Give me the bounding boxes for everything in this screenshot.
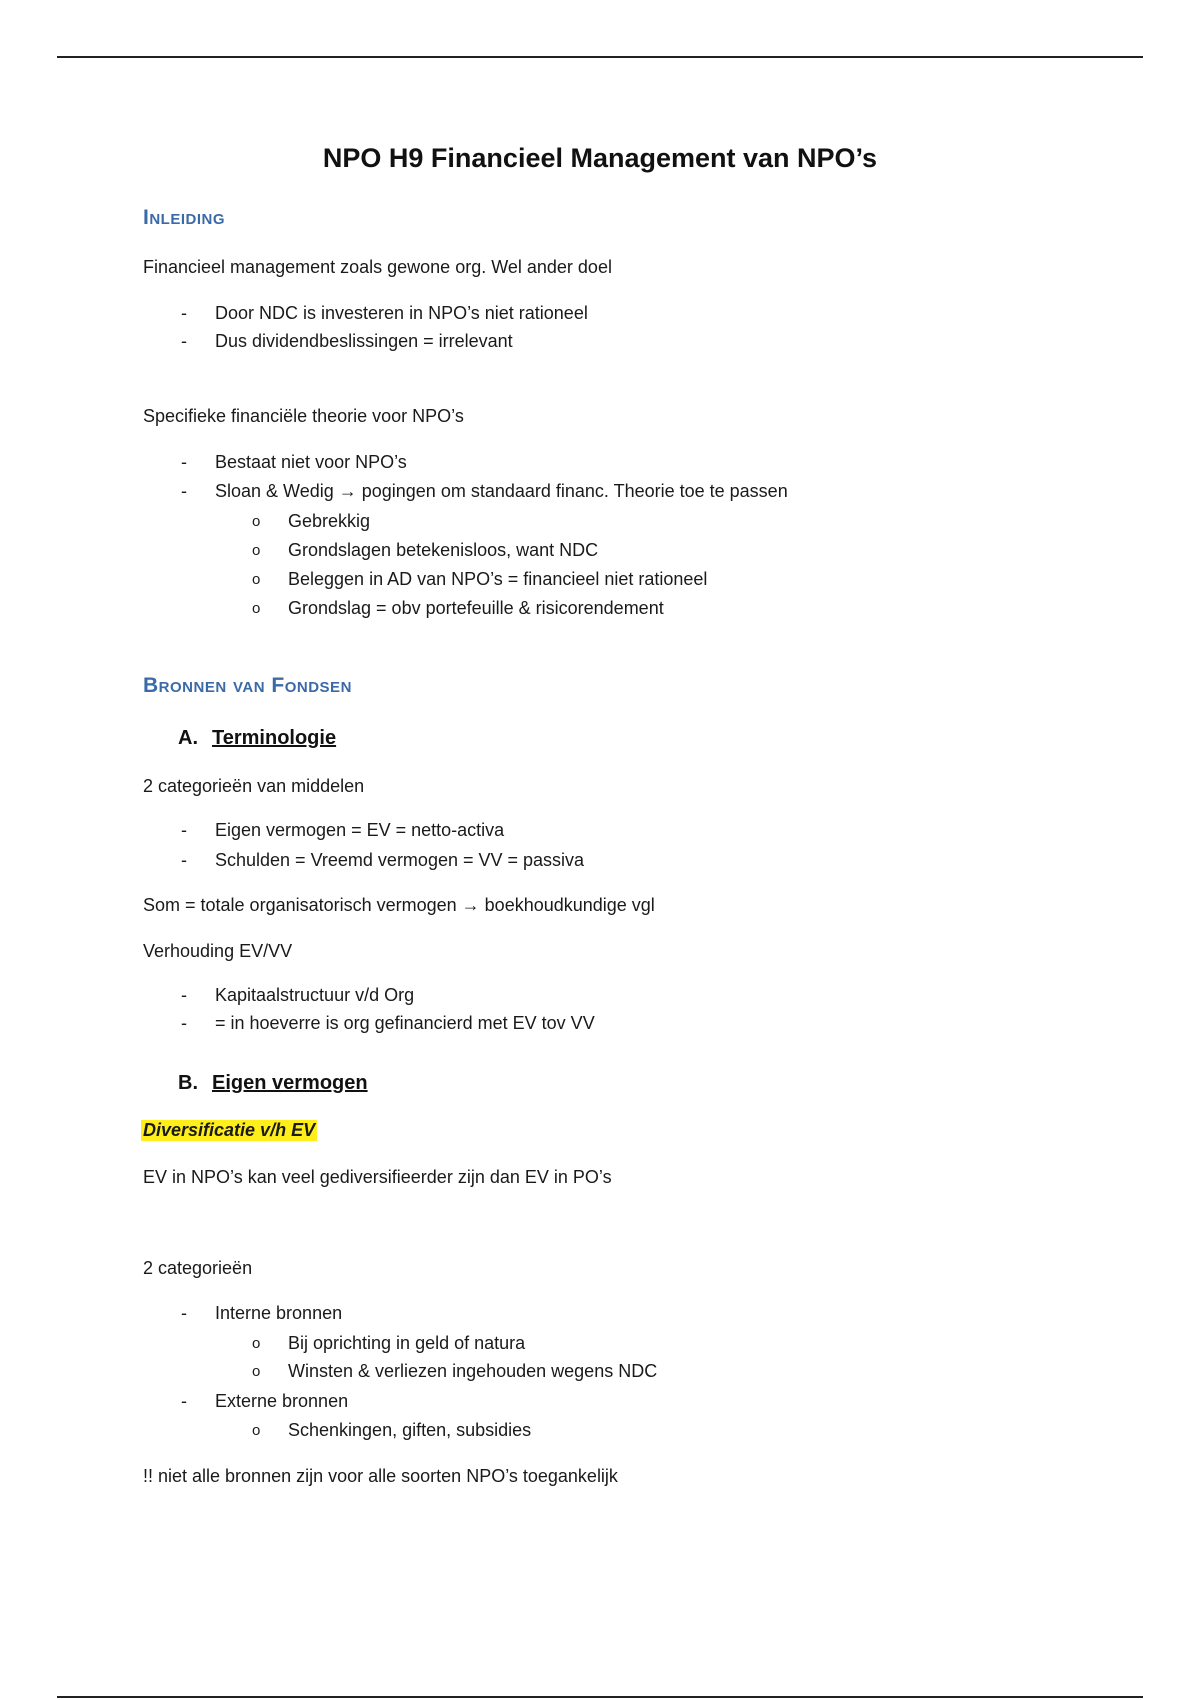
section-heading-inleiding: Inleiding [143, 206, 226, 229]
header-rule [57, 56, 1143, 58]
list-item: - Eigen vermogen = EV = netto-activa [181, 820, 505, 840]
section-heading-bronnen: Bronnen van Fondsen [143, 674, 352, 697]
paragraph: Som = totale organisatorisch vermogen → boekhoudkundige vgl [143, 895, 655, 915]
list-item: - Door NDC is investeren in NPO’s niet rationeel [181, 303, 588, 323]
subheading-terminologie: A. Terminologie [178, 727, 337, 749]
sub-list-item: o Beleggen in AD van NPO’s = financieel niet rationeel [252, 569, 708, 589]
footer-rule [57, 1696, 1143, 1698]
dash-marker: - [181, 820, 187, 840]
circle-marker: o [252, 1422, 261, 1439]
circle-marker: o [252, 542, 261, 559]
dash-marker: - [181, 481, 187, 501]
paragraph: EV in NPO’s kan veel gediversifieerder zijn dan EV in PO’s [143, 1167, 612, 1187]
dash-marker: - [181, 1013, 187, 1033]
circle-marker: o [252, 513, 261, 530]
page-title: NPO H9 Financieel Management van NPO’s [322, 143, 878, 173]
dash-marker: - [181, 331, 187, 351]
list-item: - = in hoeverre is org gefinancierd met EV tov VV [181, 1013, 595, 1033]
dash-marker: - [181, 850, 187, 870]
paragraph: 2 categorieën [143, 1258, 253, 1278]
list-item: - Interne bronnen [181, 1303, 343, 1323]
sub-list-item: o Schenkingen, giften, subsidies [252, 1420, 532, 1440]
dash-marker: - [181, 1391, 187, 1411]
sub-list-item: o Bij oprichting in geld of natura [252, 1333, 526, 1353]
paragraph: Verhouding EV/VV [143, 941, 293, 961]
paragraph: Financieel management zoals gewone org. Wel ander doel [143, 257, 612, 277]
sub-list-item: o Winsten & verliezen ingehouden wegens NDC [252, 1361, 658, 1381]
note: !! niet alle bronnen zijn voor alle soorten NPO’s toegankelijk [143, 1466, 618, 1486]
sub-list-item: o Gebrekkig [252, 511, 371, 531]
dash-marker: - [181, 303, 187, 323]
circle-marker: o [252, 600, 261, 617]
paragraph: Specifieke financiële theorie voor NPO’s [143, 406, 464, 426]
list-item: - Sloan & Wedig → pogingen om standaard financ. Theorie toe te passen [181, 481, 788, 501]
list-item: - Dus dividendbeslissingen = irrelevant [181, 331, 513, 351]
circle-marker: o [252, 1363, 261, 1380]
list-item: - Schulden = Vreemd vermogen = VV = passiva [181, 850, 585, 870]
circle-marker: o [252, 571, 261, 588]
sub-list-item: o Grondslagen betekenisloos, want NDC [252, 540, 599, 560]
subheading-eigen-vermogen: B. Eigen vermogen [178, 1072, 368, 1094]
sub-list-item: o Grondslag = obv portefeuille & risicorendement [252, 598, 664, 618]
paragraph: 2 categorieën van middelen [143, 776, 365, 796]
dash-marker: - [181, 452, 187, 472]
dash-marker: - [181, 1303, 187, 1323]
circle-marker: o [252, 1335, 261, 1352]
list-item: - Kapitaalstructuur v/d Org [181, 985, 415, 1005]
dash-marker: - [181, 985, 187, 1005]
list-item: - Externe bronnen [181, 1391, 349, 1411]
list-item: - Bestaat niet voor NPO’s [181, 452, 407, 472]
highlighted-term: Diversificatie v/h EV [143, 1120, 316, 1140]
